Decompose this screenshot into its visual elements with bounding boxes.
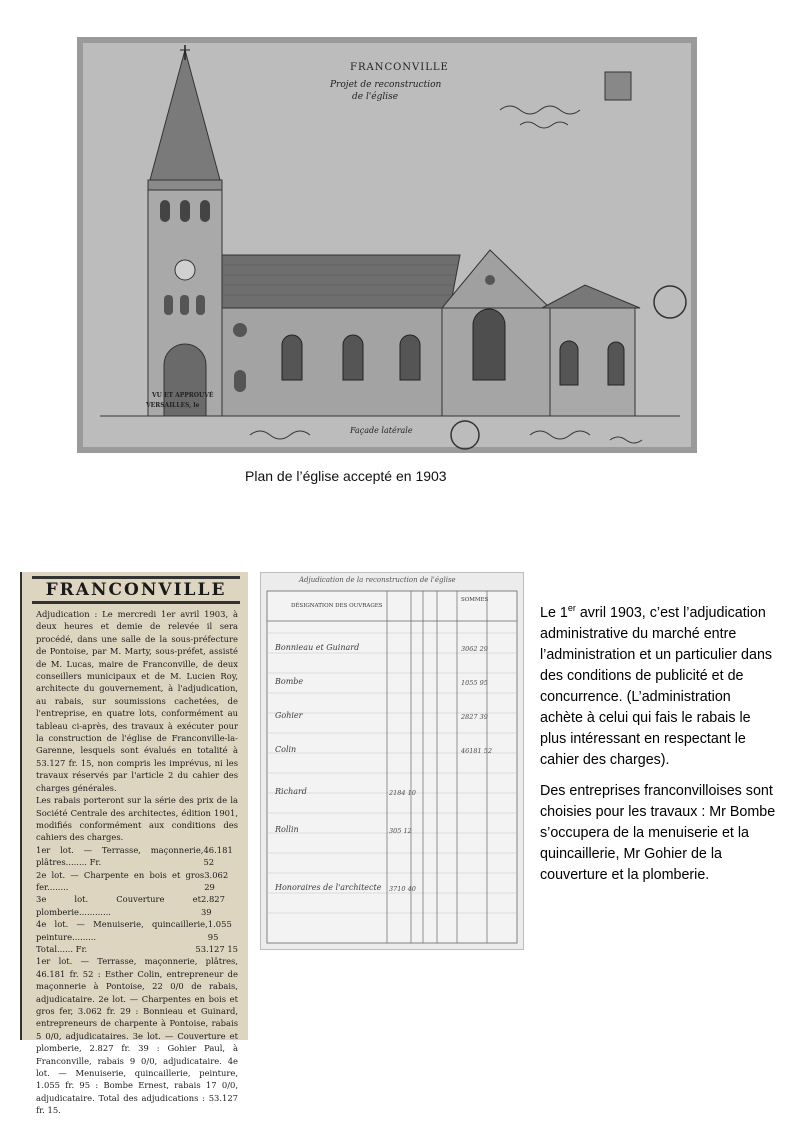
register-row-name: Gohier xyxy=(275,711,303,720)
plan-approval-stamp: VU ET APPROUVÉ xyxy=(152,392,214,399)
register-row-amount: 3062 29 xyxy=(461,645,488,653)
clipping-intro: Adjudication : Le mercredi 1er avril 1903, à deux heures et demie de relevée il sera procédé, dans une salle de la sous-préfecture de Pontoise, par M. Marty, sous-préfet, assisté de M. Lucas, maire de Franconville, de deux conseillers municipaux et de M. Lucien Roy, architecte du gouvernement, à l'adjudication, au rabais, sur soumissions cachetées, de l'entreprise, en quatre lots, conformément au tableau ci-après, des travaux à exécuter pour la construction de l'église de Franconville-la-Garenne, lesquels sont évalués en totalité à 53.127 fr. 15, non compris les imprévus, ni les travaux réservés par l'article 2 du cahier des charges générales. xyxy=(36,609,238,793)
clipping-lot-row: 4e lot. — Menuiserie, quincaillerie, peinture......... 1.055 95 xyxy=(36,919,232,942)
plan-facade-label: Façade latérale xyxy=(350,426,413,435)
register-row-amount: 305 12 xyxy=(389,827,412,835)
register-row-name: Rollin xyxy=(275,825,299,834)
plan-subtitle: Projet de reconstruction xyxy=(330,80,442,90)
clipping-lot-row: 2e lot. — Charpente en bois et gros fer........ 3.062 29 xyxy=(36,869,229,892)
explanation-text xyxy=(540,603,776,896)
newspaper-clipping xyxy=(20,572,248,1116)
clipping-body xyxy=(22,604,248,1117)
clipping-lot-row: 3e lot. Couverture et plomberie............ 2.827 39 xyxy=(36,894,225,917)
register-row-name: Colin xyxy=(275,745,297,754)
register-title: Adjudication de la reconstruction de l'église xyxy=(299,576,456,584)
register-row-name: Bonnieau et Guinard xyxy=(275,643,360,652)
register-row-amount: 2184 10 xyxy=(389,789,416,797)
plan-subtitle-2: de l'église xyxy=(352,92,399,102)
adjudication-register-image xyxy=(260,572,524,950)
register-row-amount: 46181 52 xyxy=(461,747,493,755)
clipping-total-row: Total...... Fr. 53.127 15 xyxy=(36,943,238,954)
clipping-lot-row: 1er lot. — Terrasse, maçonnerie, plâtres........ Fr. 46.181 52 xyxy=(36,844,233,868)
clipping-masthead: FRANCONVILLE xyxy=(32,576,240,604)
paragraph-adjudication: Le 1er avril 1903, c’est l’adjudication administrative du marché entre l’administration et un particulier dans des conditions de publicité et de concurrence. (L’administration achète à celui qui fais le rabais le plus intéressant en respectant le cahier des charges). xyxy=(540,603,773,768)
clipping-results: 1er lot. — Terrasse, maçonnerie, plâtres, 46.181 fr. 52 : Esther Colin, entrepreneur de maçonnerie à Pontoise, 22 0/0 de rabais, adjudicataire. 2e lot. — Charpentes en bois et gros fer, 3.062 fr. 29 : Bonnieau et Guinard, entrepreneurs de charpente à Pontoise, rabais 5 0/0, adjudicataires. 3e lot. — Couverture et plomberie, 2.827 fr. 39 : Gohier Paul, à Franconville, rabais 9 0/0, adjudicataire. 4e lot. — Menuiserie, quincaillerie, peinture, 1.055 fr. 95 : Bombe Ernest, rabais 17 0/0, adjudicataire. Total des adjudications : 53.127 fr. 15. xyxy=(36,956,238,1116)
plan-approval-stamp-2: VERSAILLES, le xyxy=(146,402,200,409)
plan-title: FRANCONVILLE xyxy=(350,62,449,73)
register-row-amount: 2827 39 xyxy=(461,713,488,721)
register-column-designation: DÉSIGNATION DES OUVRAGES xyxy=(291,603,383,609)
register-row-name: Bombe xyxy=(275,677,304,686)
register-row-name: Honoraires de l'architecte xyxy=(275,883,382,892)
plan-caption: Plan de l’église accepté en 1903 xyxy=(245,468,447,484)
register-row-amount: 1055 95 xyxy=(461,679,488,687)
register-row-amount: 3710 40 xyxy=(389,885,416,893)
register-column-sommes: SOMMES xyxy=(461,597,489,603)
church-plan-image xyxy=(80,40,694,450)
clipping-rabais: Les rabais porteront sur la série des prix de la Société Centrale des architectes, édition 1901, modifiés conformément aux conditions des cahiers des charges. xyxy=(36,795,238,843)
register-row-name: Richard xyxy=(275,787,307,796)
paragraph-entreprises: Des entreprises franconvilloises sont choisies pour les travaux : Mr Bombe s’occupera de la menuiserie et la quincaillerie, Mr Gohier de la couverture et la plomberie. xyxy=(540,783,776,883)
